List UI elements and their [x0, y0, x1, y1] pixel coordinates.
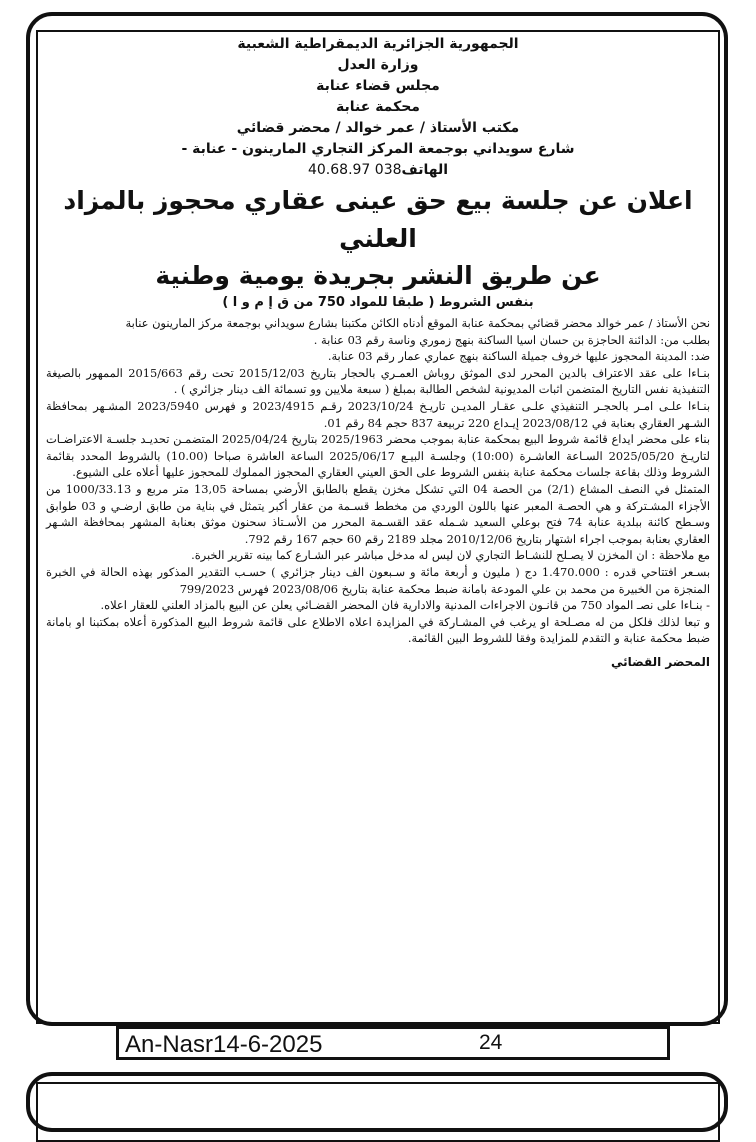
paragraph: بطلب من: الدائنة الحاجزة بن حسان اسيا الساكنة بنهج زموري وناسة رقم 03 عنابة . — [313, 332, 710, 347]
paragraph: - بنـاءا على نصـ المواد 750 من قانـون الاجراءات المدنية والادارية فان المحضر القضـائي يعلن عن البيع بالمزاد العلني للعقار اعلاه. — [100, 598, 710, 613]
notice-title-line2: عن طريق النشر بجريدة يومية وطنية — [155, 261, 601, 290]
notice-content — [46, 34, 710, 669]
paragraph: بسـعر افتتاحي قدره : 1.470.000 دج ( مليون و أربعة مائة و سـبعون الف دينار جزائري ) حسـب التقدير المذكور بهذه الحالة في الخبرة المنجزة من الخبيرة من محمد بن علي المودعة بامانة ضبط محكمة عنابة بتاريخ 2023/08/06 فهرس 799/2023 — [46, 564, 711, 596]
notice-title: اعلان عن جلسة بيع حق عينى عقاري محجوز بالمزاد العلني — [63, 186, 693, 253]
paragraph: نحن الأستاذ / عمر خوالد محضر قضائي بمحكمة عنابة الموقع أدناه الكائن مكتبنا بشارع سويداني بوجمعة مركز المارينون عنابة — [125, 316, 710, 330]
notice-body — [46, 315, 710, 647]
paragraph: بنـاءا على عقد الاعتراف بالدين المحرر لدى الموثق روباش العمـري بالحجار بتاريخ 2015/12/03 تحت رقم 2015/663 الممهور بالصيغة التنفيذية نفس التاريخ المتضمن اثبات المديونية لشخص الطالبة بمبلغ ( سبعة ملايين وو تسمائة الف دينار جزائري ) . — [46, 365, 710, 397]
paragraph: المتمثل في النصف المشاع (2/1) من الحصة 04 التي تشكل مخزن يقطع بالطابق الأرضي بمساحة 13,05 متر مربع و 1000/33.13 من الأجزاء المشـتركة و هي الحصـة المعبر عنها باللون الوردي من مخطط قسـمة من عقار أكبر يتمثل في بناية من طابق ارضـي و 03 طوابق وسـطح كائنة ببلدية عنابة 74 فتح بوعلي السعيد شـمله عقد القسـمة المحرر من الأسـتاذ سحنون موثق بعنابة المشهر بمحافظة الشـهر العقاري بعنابة بموجب اجراء اشتهار بتاريخ 2010/12/06 مجلد 2189 رقم 60 حجم 167 رقم 792. — [46, 481, 710, 546]
paragraph: بناء على محضر ايداع قائمة شروط البيع بمحكمة عنابة بموجب محضر 2025/1963 بتاريخ 2025/04/24 المتضمـن تحديـد جلسـة الاعتراضـات لتاريـخ 2025/05/20 السـاعة العاشـرة (10:00) وجلسـة البيـع 2025/06/17 الساعة العاشرة صباحا (10.00) بالشروط المحدد بقائمة الشروط وذلك بقاعة جلسات محكمة عنابة بنفس الشروط على الحق العيني العقاري المحجوز المملوك للمحجوز عليها أعلاه على الشيوع. — [46, 432, 710, 480]
header-address: شارع سويداني بوجمعة المركز التجاري المارينون - عنابة - — [181, 141, 575, 157]
paragraph: بنـاءا علـى امـر بالحجـر التنفيذي علـى عقـار المديـن تاريـخ 2023/10/24 رقـم 2023/4915 و فهرس 2023/5940 المشـهر بمحافظة الشـهر العقاري بعنابة في 2023/08/12 إيـداع 220 تربيعة 837 حجم 84 رقم 01. — [46, 398, 710, 430]
header-ministry: وزارة العدل — [337, 57, 419, 73]
header-phone — [46, 160, 710, 180]
notice-subtitle: بنفس الشروط ( طبقا للمواد 750 من ق إ م و ا ) — [222, 295, 534, 310]
phone-number: 038 40.68.97 — [307, 162, 402, 178]
paragraph: ضد: المدينة المحجوز عليها خروف جميلة الساكنة بنهج عماري عمار رقم 03 عنابة. — [327, 349, 710, 364]
publication-date: An-Nasr14-6-2025 — [125, 1031, 323, 1058]
header-office: مكتب الأستاذ / عمر خوالد / محضر قضائي — [236, 120, 520, 136]
paragraph: و تبعا لذلك فلكل من له مصـلحة او يرغب في المشـاركة في المزايدة اعلاه الاطلاع على قائمة شروط البيع المذكورة أعلاه بمكتبنا او بامانة ضبط محكمة عنابة و التقدم للمزايدة وفقا للشروط البين القائمة. — [46, 614, 710, 646]
phone-label: الهاتف — [401, 162, 448, 178]
header-council: مجلس قضاء عنابة — [316, 78, 440, 94]
header-republic: الجمهورية الجزائرية الديمقراطية الشعبية — [237, 36, 519, 52]
page-number: 24 — [479, 1031, 503, 1054]
paragraph: مع ملاحظة : ان المخزن لا يصـلح للنشـاط التجاري لان ليس له مدخل مباشر عبر الشـارع كما بينه تقرير الخبرة. — [191, 548, 710, 563]
publication-footer — [116, 1026, 670, 1060]
header-court: محكمة عنابة — [336, 99, 420, 115]
signature: المحضر القضائي — [610, 654, 710, 669]
next-notice-inner-border — [36, 1082, 720, 1142]
